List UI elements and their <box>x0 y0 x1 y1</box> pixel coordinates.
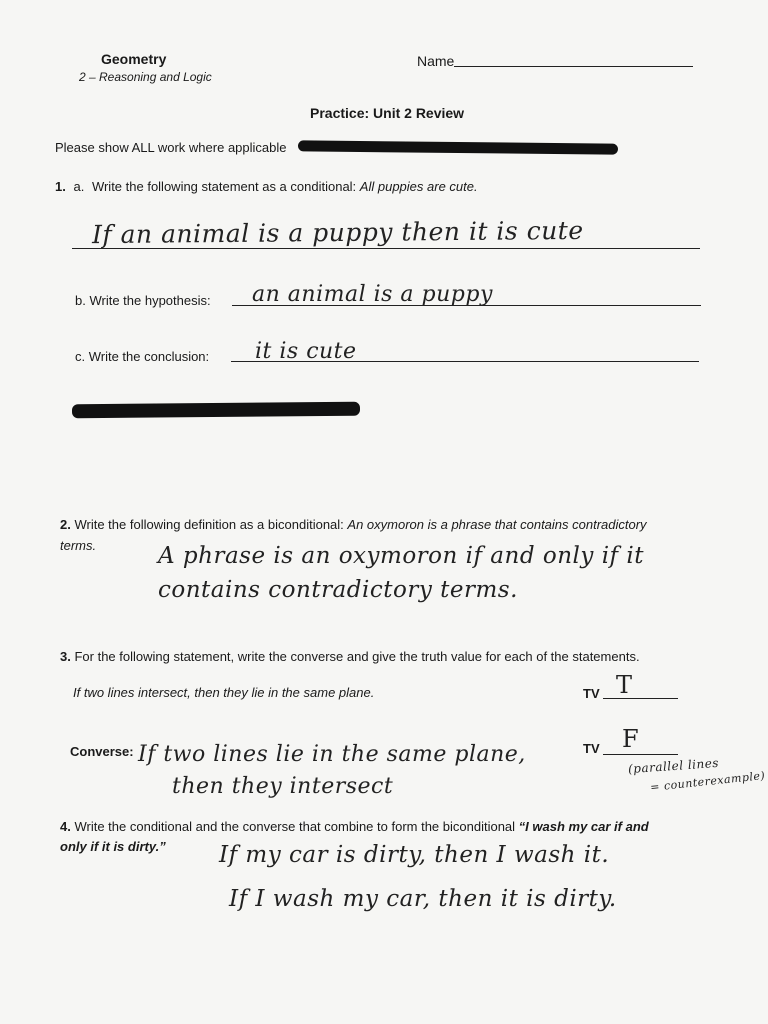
q3-converse-line2: then they intersect <box>172 774 394 799</box>
q3-tv1-line[interactable] <box>603 698 678 699</box>
unit-subtitle: 2 – Reasoning and Logic <box>79 70 212 84</box>
page-title: Practice: Unit 2 Review <box>310 105 465 121</box>
course-title: Geometry <box>101 51 167 67</box>
q2-statement: An oxymoron is a phrase that contains contradictory <box>347 517 647 532</box>
q3-tv2-answer: F <box>622 725 640 753</box>
q3-prompt-text: For the following statement, write the converse and give the truth value for each of the statements. <box>74 649 640 664</box>
q3-tv2-label: TV <box>583 741 600 756</box>
q1c-prompt: c. Write the conclusion: <box>75 349 210 364</box>
q1a-letter: a. <box>73 179 85 194</box>
q4-quote: “I wash my car if and <box>518 819 649 834</box>
q4-prompt <box>60 819 649 834</box>
q1a-answer: If an animal is a puppy then it is cute <box>91 215 584 250</box>
redaction-mark <box>72 402 360 419</box>
q1b-answer-line[interactable] <box>232 305 701 306</box>
q2-answer-line1: A phrase is an oxymoron if and only if it <box>158 543 644 569</box>
q3-tv2-note-line1: (parallel lines <box>627 755 720 777</box>
q1-header <box>55 179 478 194</box>
q1b-prompt: b. Write the hypothesis: <box>75 293 211 308</box>
q3-tv2-line[interactable] <box>603 754 678 755</box>
q2-answer-line2: contains contradictory terms. <box>158 577 518 603</box>
redaction-mark <box>298 140 618 154</box>
q3-tv2-note-line2: = counterexample) <box>649 769 766 794</box>
q1-number: 1. <box>55 179 66 194</box>
q1a-answer-line[interactable] <box>72 248 700 249</box>
q3-converse-line1: If two lines lie in the same plane, <box>138 742 526 767</box>
q4-prompt-text: Write the conditional and the converse that combine to form the biconditional <box>74 819 516 834</box>
q1b-answer: an animal is a puppy <box>252 282 493 307</box>
q3-tv1-answer: T <box>616 671 633 699</box>
q2-prompt <box>60 517 647 532</box>
q1a-statement: All puppies are cute. <box>359 179 478 194</box>
q2-statement-cont: terms. <box>60 538 97 553</box>
q3-statement: If two lines intersect, then they lie in the same plane. <box>73 685 375 700</box>
q4-answer-line2: If I wash my car, then it is dirty. <box>229 886 617 912</box>
q3-prompt <box>60 649 640 664</box>
q1a-prompt: Write the following statement as a conditional: <box>91 179 357 194</box>
q1c-answer: it is cute <box>255 339 357 364</box>
name-line[interactable] <box>454 66 693 67</box>
q2-prompt-text: Write the following definition as a biconditional: <box>74 517 344 532</box>
q4-number: 4. <box>60 819 71 834</box>
q3-number: 3. <box>60 649 71 664</box>
q3-tv1-label: TV <box>583 686 600 701</box>
q2-number: 2. <box>60 517 71 532</box>
instructions: Please show ALL work where applicable <box>55 140 287 155</box>
q3-converse-label: Converse: <box>70 744 134 759</box>
name-label: Name <box>417 53 455 69</box>
q4-answer-line1: If my car is dirty, then I wash it. <box>219 842 610 868</box>
q1c-answer-line[interactable] <box>231 361 699 362</box>
q4-quote-cont: only if it is dirty.” <box>60 839 166 854</box>
